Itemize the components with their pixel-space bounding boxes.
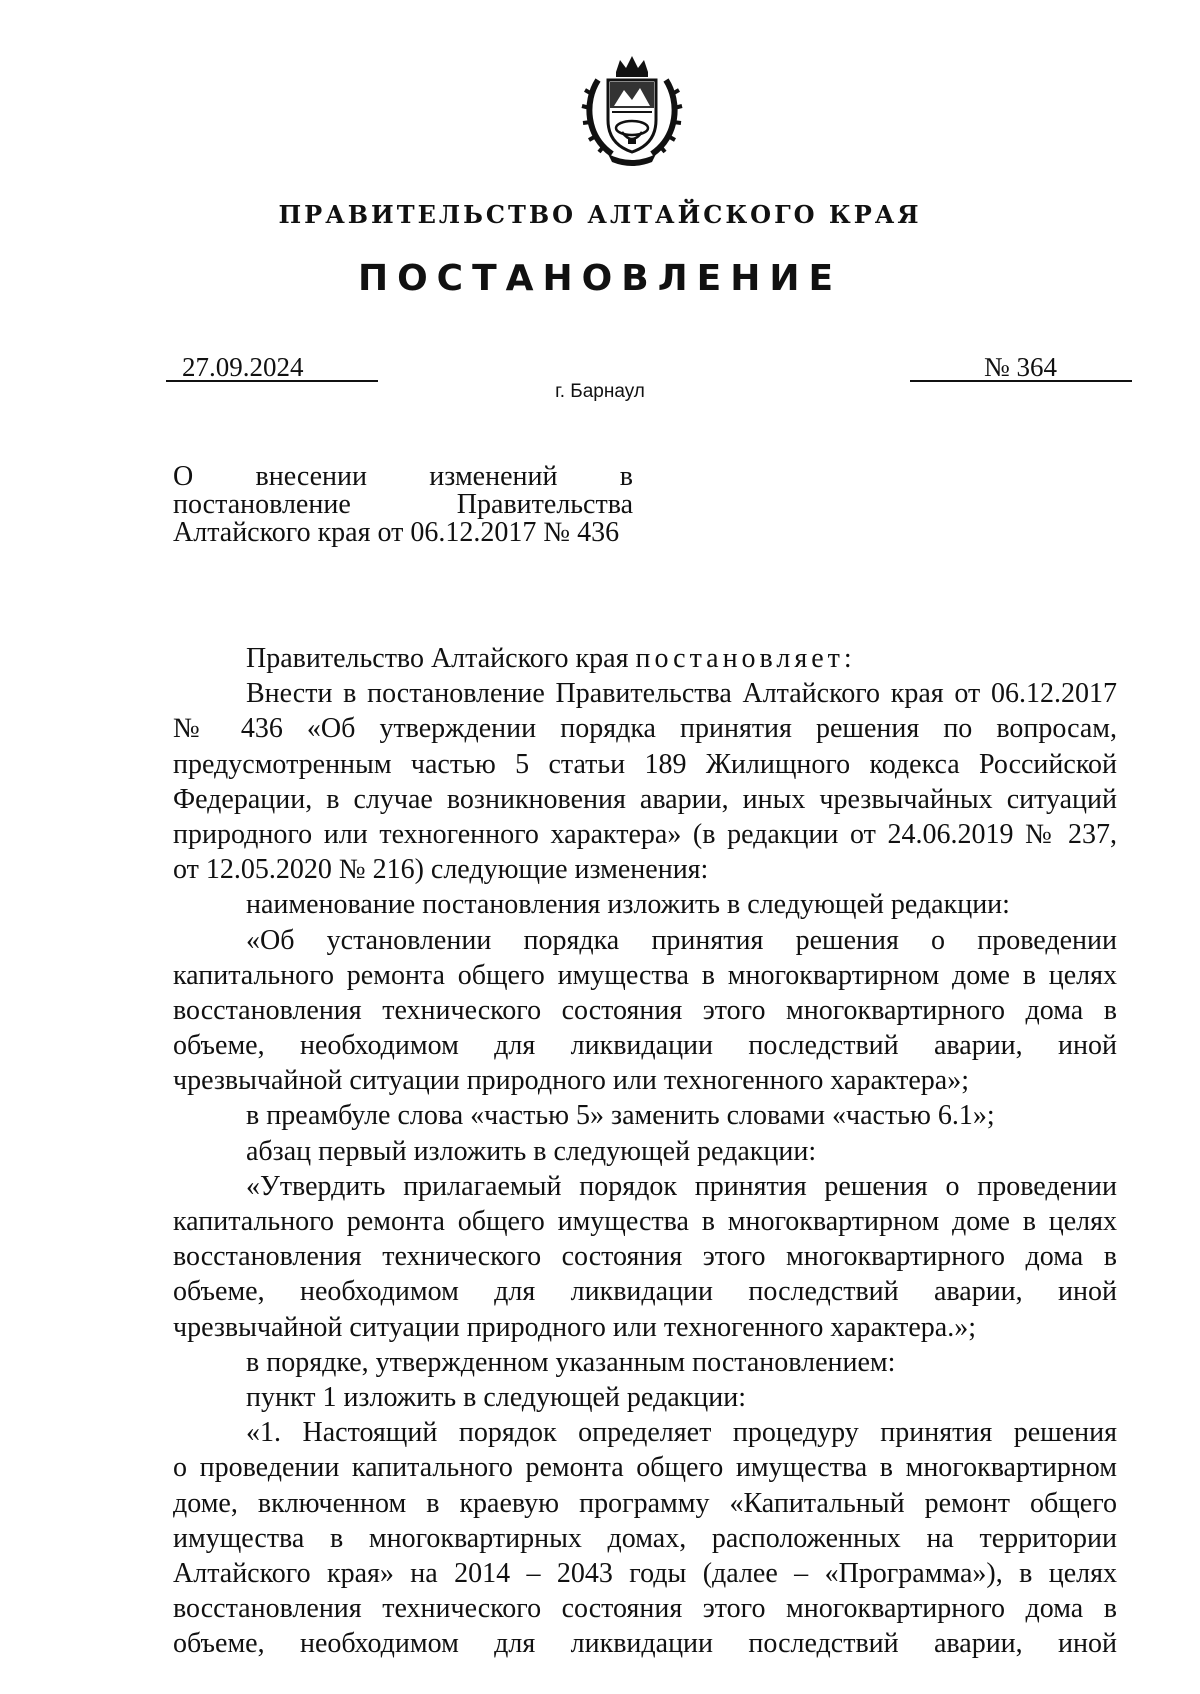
body-line: Внести в постановление Правительства Алтайского края от 06.12.2017 bbox=[246, 678, 1117, 710]
document-body bbox=[173, 641, 1117, 1661]
body-line: предусмотренным частью 5 статьи 189 Жилищного кодекса Российской bbox=[173, 748, 1117, 780]
preamble-spaced-word: постановляет: bbox=[635, 643, 856, 674]
document-date: 27.09.2024 bbox=[182, 352, 304, 382]
body-line: капитального ремонта общего имущества в многоквартирном доме в целях bbox=[173, 1206, 1117, 1237]
body-line: о проведении капитального ремонта общего имущества в многоквартирном bbox=[173, 1452, 1117, 1484]
body-line: «Утвердить прилагаемый порядок принятия решения о проведении bbox=[246, 1170, 1117, 1202]
body-line: Алтайского края» на 2014 – 2043 годы (далее – «Программа»), в целях bbox=[173, 1557, 1117, 1589]
preamble-text: Правительство Алтайского края bbox=[246, 643, 629, 674]
body-line: чрезвычайной ситуации природного или техногенного характера»; bbox=[173, 1065, 969, 1097]
preamble bbox=[173, 641, 1117, 676]
body-line: объеме, необходимом для ликвидации последствий аварии, иной bbox=[173, 1628, 1117, 1660]
subject-line: Алтайского края от 06.12.2017 № 436 bbox=[173, 517, 620, 548]
body-line: Федерации, в случае возникновения аварии, иных чрезвычайных ситуаций bbox=[173, 783, 1117, 815]
city-name: г. Барнаул bbox=[555, 381, 645, 402]
altai-krai-coat-of-arms-icon bbox=[578, 50, 686, 170]
body-line: капитального ремонта общего имущества в многоквартирном доме в целях bbox=[173, 959, 1117, 991]
body-line: наименование постановления изложить в следующей редакции: bbox=[246, 889, 1010, 921]
body-line: восстановления технического состояния этого многоквартирного дома в bbox=[173, 1593, 1117, 1625]
body-line: восстановления технического состояния этого многоквартирного дома в bbox=[173, 994, 1117, 1026]
body-line: «1. Настоящий порядок определяет процедуру принятия решения bbox=[246, 1417, 1117, 1449]
document-number: № 364 bbox=[984, 352, 1058, 382]
body-line: восстановления технического состояния этого многоквартирного дома в bbox=[173, 1241, 1117, 1273]
body-line: объеме, необходимом для ликвидации последствий аварии, иной bbox=[173, 1276, 1117, 1308]
body-line: в порядке, утвержденном указанным постановлением: bbox=[246, 1346, 896, 1378]
document-type: ПОСТАНОВЛЕНИЕ bbox=[357, 258, 843, 299]
body-line: № 436 «Об утверждении порядка принятия решения по вопросам, bbox=[173, 713, 1117, 745]
body-line: «Об установлении порядка принятия решения о проведении bbox=[246, 924, 1117, 956]
body-line: в преамбуле слова «частью 5» заменить словами «частью 6.1»; bbox=[246, 1100, 995, 1132]
document-subject bbox=[173, 463, 633, 547]
body-line: чрезвычайной ситуации природного или техногенного характера.»; bbox=[173, 1311, 976, 1343]
body-line: объеме, необходимом для ликвидации последствий аварии, иной bbox=[173, 1030, 1117, 1062]
body-line: доме, включенном в краевую программу «Капитальный ремонт общего bbox=[173, 1487, 1117, 1519]
subject-line: постановление Правительства bbox=[173, 489, 633, 520]
body-line: от 12.05.2020 № 216) следующие изменения: bbox=[173, 854, 709, 886]
body-line: абзац первый изложить в следующей редакции: bbox=[246, 1135, 817, 1167]
body-line: пункт 1 изложить в следующей редакции: bbox=[246, 1381, 746, 1413]
organization-name: ПРАВИТЕЛЬСТВО АЛТАЙСКОГО КРАЯ bbox=[278, 200, 922, 229]
subject-line: О внесении изменений в bbox=[173, 461, 633, 492]
body-line: природного или техногенного характера» (в редакции от 24.06.2019 № 237, bbox=[173, 818, 1117, 850]
body-line: имущества в многоквартирных домах, расположенных на территории bbox=[173, 1522, 1117, 1554]
